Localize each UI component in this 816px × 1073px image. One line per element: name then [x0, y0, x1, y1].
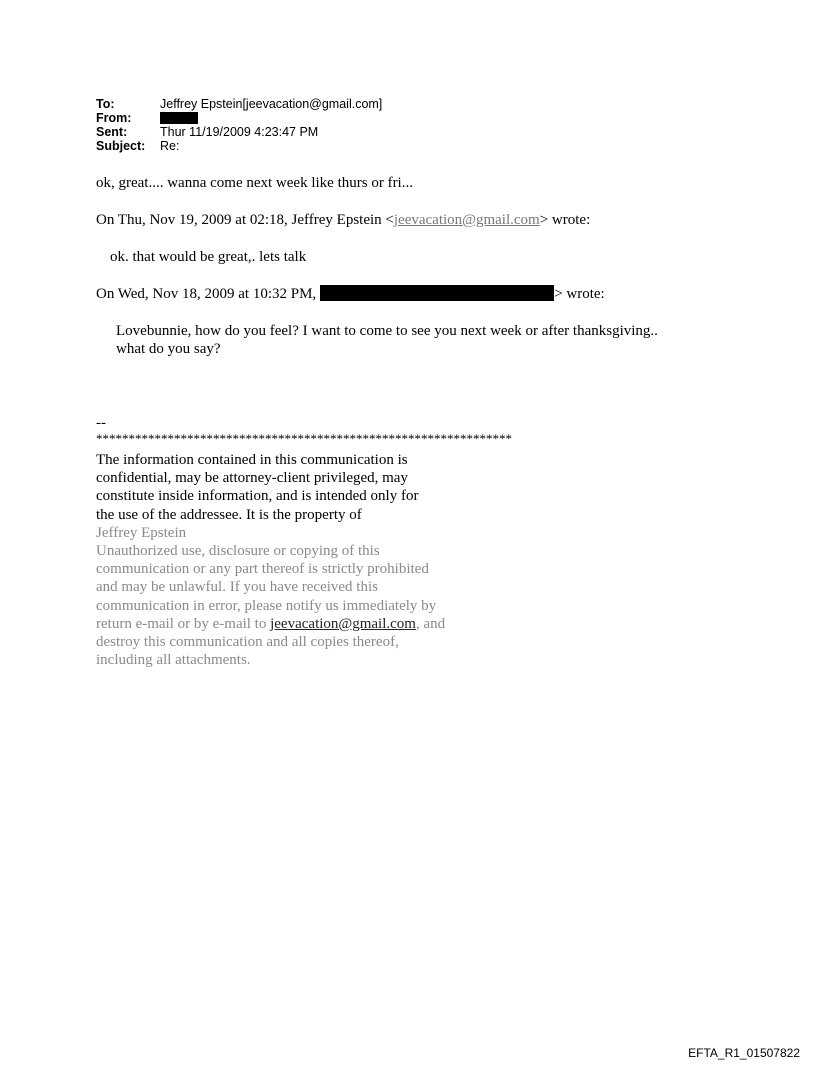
subject-value: Re:: [160, 139, 180, 153]
disclaimer-line: The information contained in this communication is: [96, 452, 408, 468]
from-label: From:: [96, 111, 132, 125]
disclaimer-line: communication in error, please notify us immediately by: [96, 597, 437, 614]
sender-redaction: [320, 285, 554, 301]
disclaimer-line: Unauthorized use, disclosure or copying of this: [96, 543, 380, 560]
disclaimer-line: Jeffrey Epstein: [96, 524, 187, 541]
to-row: [96, 97, 382, 111]
from-redaction: [160, 112, 198, 124]
quote1-header: [96, 211, 590, 229]
quote1-prefix: On Thu, Nov 19, 2009 at 02:18, Jeffrey Epstein <: [96, 212, 394, 228]
sent-label: Sent:: [96, 125, 128, 139]
quote2-line2: what do you say?: [116, 341, 221, 357]
disclaimer-block: [96, 451, 445, 669]
return-suffix: , and: [415, 615, 446, 632]
disclaimer-line: confidential, may be attorney-client privileged, may: [96, 470, 408, 487]
quote1-email-link[interactable]: jeevacation@gmail.com: [393, 212, 540, 228]
disclaimer-return-line: [96, 615, 445, 633]
to-value: Jeffrey Epstein[jeevacation@gmail.com]: [160, 97, 383, 111]
disclaimer-line: and may be unlawful. If you have received this: [96, 579, 378, 596]
quote2-header: [96, 285, 605, 303]
quote1-text: ok. that would be great,. lets talk: [110, 249, 307, 265]
disclaimer-line: communication or any part thereof is strictly prohibited: [96, 561, 429, 578]
disclaimer-line: including all attachments.: [96, 652, 251, 669]
quote2-prefix: On Wed, Nov 18, 2009 at 10:32 PM,: [96, 286, 317, 302]
quote1-suffix: > wrote:: [539, 212, 591, 228]
disclaimer-line: constitute inside information, and is intended only for: [96, 488, 419, 505]
reply-text: ok, great.... wanna come next week like thurs or fri...: [96, 175, 413, 191]
document-id: EFTA_R1_01507822: [688, 1046, 800, 1060]
sent-value: Thur 11/19/2009 4:23:47 PM: [160, 125, 319, 139]
quote2-suffix: > wrote:: [554, 286, 605, 302]
signature-stars: ****************************************************************: [96, 431, 512, 446]
to-label: To:: [96, 97, 115, 111]
from-row: [96, 111, 382, 125]
return-prefix: return e-mail or by e-mail to: [96, 615, 271, 632]
sent-row: [96, 125, 382, 139]
subject-row: [96, 139, 382, 153]
quote2-line1: Lovebunnie, how do you feel? I want to come to see you next week or after thanksgiving..: [116, 323, 658, 339]
disclaimer-line: destroy this communication and all copies thereof,: [96, 634, 399, 651]
signature-dashes: --: [96, 415, 106, 431]
return-email-link[interactable]: jeevacation@gmail.com: [270, 615, 416, 632]
email-header: [96, 97, 382, 153]
subject-label: Subject:: [96, 139, 146, 153]
disclaimer-line: the use of the addressee. It is the property of: [96, 506, 362, 523]
